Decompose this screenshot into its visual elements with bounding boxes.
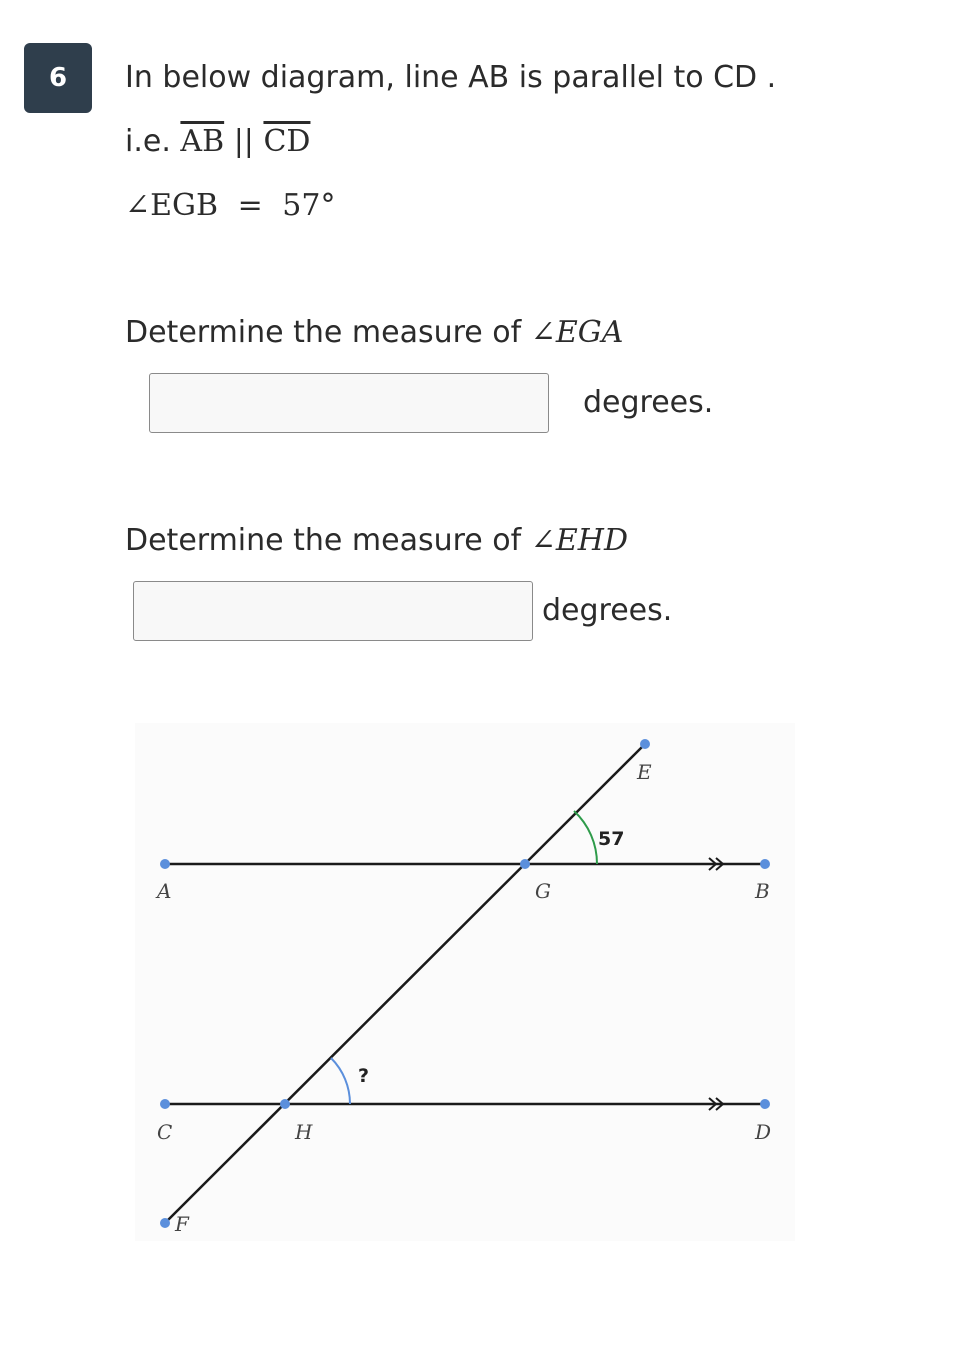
part1-angle-name: EGA	[555, 315, 624, 350]
label-h: H	[295, 1120, 313, 1144]
parallel-lines-diagram	[135, 723, 795, 1241]
question-number-badge: 6	[24, 43, 92, 113]
point-a	[160, 859, 170, 869]
part2-prompt-text: Determine the measure of	[125, 523, 522, 558]
given-angle-value: 57°	[282, 188, 336, 223]
angle-symbol: ∠	[530, 523, 556, 558]
point-d	[760, 1099, 770, 1109]
diagram-background	[135, 723, 795, 1241]
part1-prompt	[125, 315, 623, 351]
point-f	[160, 1218, 170, 1228]
part2-angle-name: EHD	[555, 523, 629, 558]
point-g	[520, 859, 530, 869]
ie-prefix: i.e.	[125, 124, 171, 159]
point-c	[160, 1099, 170, 1109]
part2-unit: degrees.	[542, 593, 673, 628]
point-e	[640, 739, 650, 749]
given-angle-name: ∠EGB	[125, 188, 219, 223]
part1-prompt-text: Determine the measure of	[125, 315, 522, 350]
segment-cd: $\overline{CD}$	[263, 124, 311, 159]
label-c: C	[157, 1120, 173, 1144]
given-angle-label: 57	[598, 828, 625, 850]
parallel-statement	[125, 124, 310, 160]
question-intro	[125, 60, 776, 96]
label-a: A	[157, 879, 172, 903]
label-g: G	[535, 879, 551, 903]
given-angle-statement	[125, 188, 335, 224]
angle-symbol: ∠	[530, 315, 556, 350]
angle-ega-answer-input[interactable]	[149, 373, 549, 433]
part1-unit: degrees.	[583, 385, 714, 420]
unknown-angle-label: ?	[358, 1065, 370, 1087]
segment-ab: $\overline{AB}$	[180, 124, 225, 159]
angle-ehd-answer-input[interactable]	[133, 581, 533, 641]
point-b	[760, 859, 770, 869]
point-h	[280, 1099, 290, 1109]
label-d: D	[755, 1120, 772, 1144]
label-f: F	[175, 1212, 189, 1236]
part2-prompt	[125, 523, 628, 559]
label-b: B	[755, 879, 770, 903]
parallel-symbol: ||	[233, 124, 254, 159]
equals-sign: =	[237, 188, 263, 223]
label-e: E	[637, 760, 652, 784]
intro-text: In below diagram, line AB is parallel to CD .	[125, 60, 777, 95]
